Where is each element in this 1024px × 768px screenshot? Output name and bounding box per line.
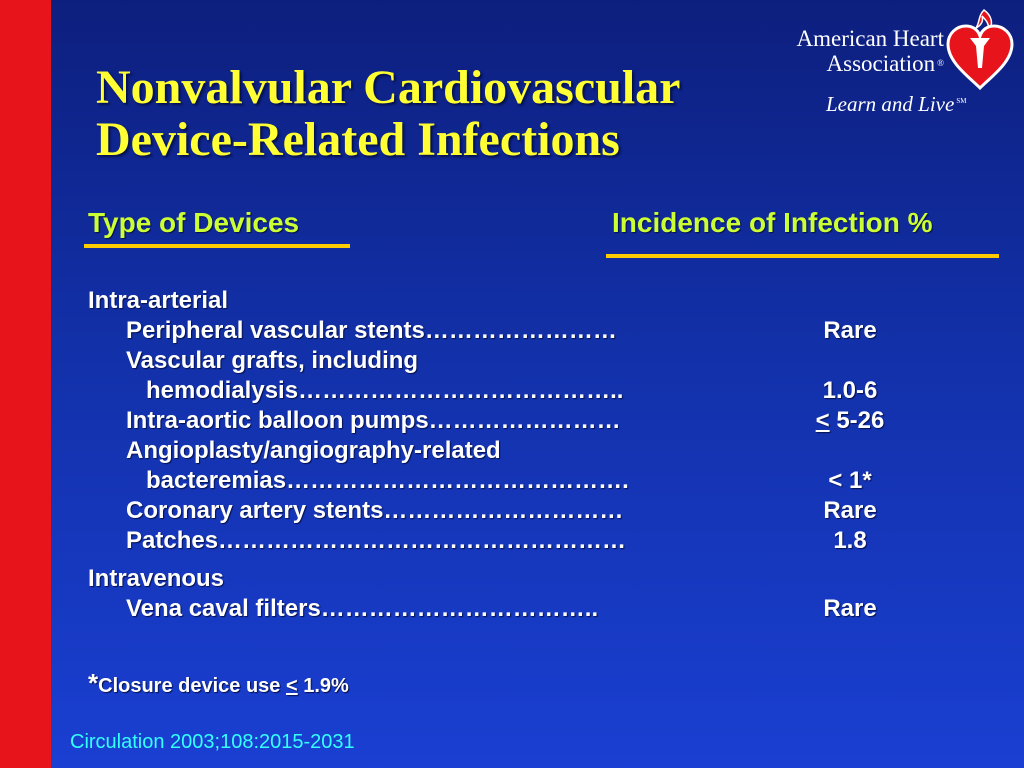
column-header-type-underline: [84, 244, 350, 248]
column-header-incidence-underline: [606, 254, 999, 258]
table-row-vascular-grafts: [0, 346, 1024, 376]
citation: Circulation 2003;108:2015-2031: [70, 731, 355, 753]
slide-title-line-1: Nonvalvular Cardiovascular: [96, 61, 681, 114]
device-label-continued: hemodialysis…………………………………..: [146, 377, 624, 404]
logo-tagline: [826, 92, 966, 117]
group-heading-intravenous: [0, 564, 1024, 594]
logo-tagline-text: Learn and Live: [826, 92, 955, 116]
table-row-patches: [0, 526, 1024, 556]
footnote: [88, 668, 349, 699]
device-label: Coronary artery stents…………………………: [126, 497, 624, 524]
aha-logo: [758, 6, 1024, 120]
less-equal-symbol: <: [815, 407, 830, 434]
table-row-peripheral-stents: [0, 316, 1024, 346]
table-row-angioplasty-cont: [0, 466, 1024, 496]
footnote-symbol: <: [286, 675, 298, 697]
device-label: Peripheral vascular stents……………………: [126, 317, 617, 344]
group-name: Intravenous: [88, 565, 225, 592]
table-row-balloon-pumps: [0, 406, 1024, 436]
device-label: Angioplasty/angiography-related: [126, 437, 501, 464]
device-label: Patches……………………………………………: [126, 527, 627, 554]
group-heading-intra-arterial: [0, 286, 1024, 316]
group-name: Intra-arterial: [88, 287, 229, 314]
incidence-value: 1.0-6: [822, 377, 878, 404]
table-row-angioplasty: [0, 436, 1024, 466]
incidence-value: < 1*: [828, 467, 872, 494]
incidence-value: Rare: [823, 317, 877, 344]
logo-name-line-2: [796, 51, 944, 76]
device-label: Vena caval filters……………………………..: [126, 595, 599, 622]
logo-organization-name: [796, 26, 944, 76]
incidence-value: Rare: [823, 497, 877, 524]
incidence-value: Rare: [823, 595, 877, 622]
service-mark: SM: [956, 97, 967, 105]
slide-title: [96, 62, 680, 166]
heart-torch-icon: [944, 6, 1016, 90]
table-row-vascular-grafts-cont: [0, 376, 1024, 406]
device-label: Intra-aortic balloon pumps……………………: [126, 407, 621, 434]
incidence-value-text: 5-26: [829, 407, 885, 434]
column-header-incidence: Incidence of Infection %: [612, 207, 933, 238]
footnote-text: Closure device use: [98, 675, 286, 697]
table-row-coronary-stents: [0, 496, 1024, 526]
footnote-star: *: [88, 668, 99, 698]
table-row-vena-caval-filters: [0, 594, 1024, 624]
footnote-value: 1.9%: [297, 675, 349, 697]
incidence-value: [760, 406, 940, 436]
slide-title-line-2: Device-Related Infections: [96, 113, 620, 166]
device-table: [0, 286, 1024, 624]
device-label: Vascular grafts, including: [126, 347, 419, 374]
device-label-continued: bacteremias…………………………………….: [146, 467, 629, 494]
column-header-type: Type of Devices: [88, 207, 300, 238]
logo-name-line-2-text: Association: [826, 51, 936, 76]
registered-mark: ®: [937, 58, 944, 68]
logo-name-line-1: American Heart: [796, 26, 944, 51]
incidence-value: 1.8: [833, 527, 867, 554]
